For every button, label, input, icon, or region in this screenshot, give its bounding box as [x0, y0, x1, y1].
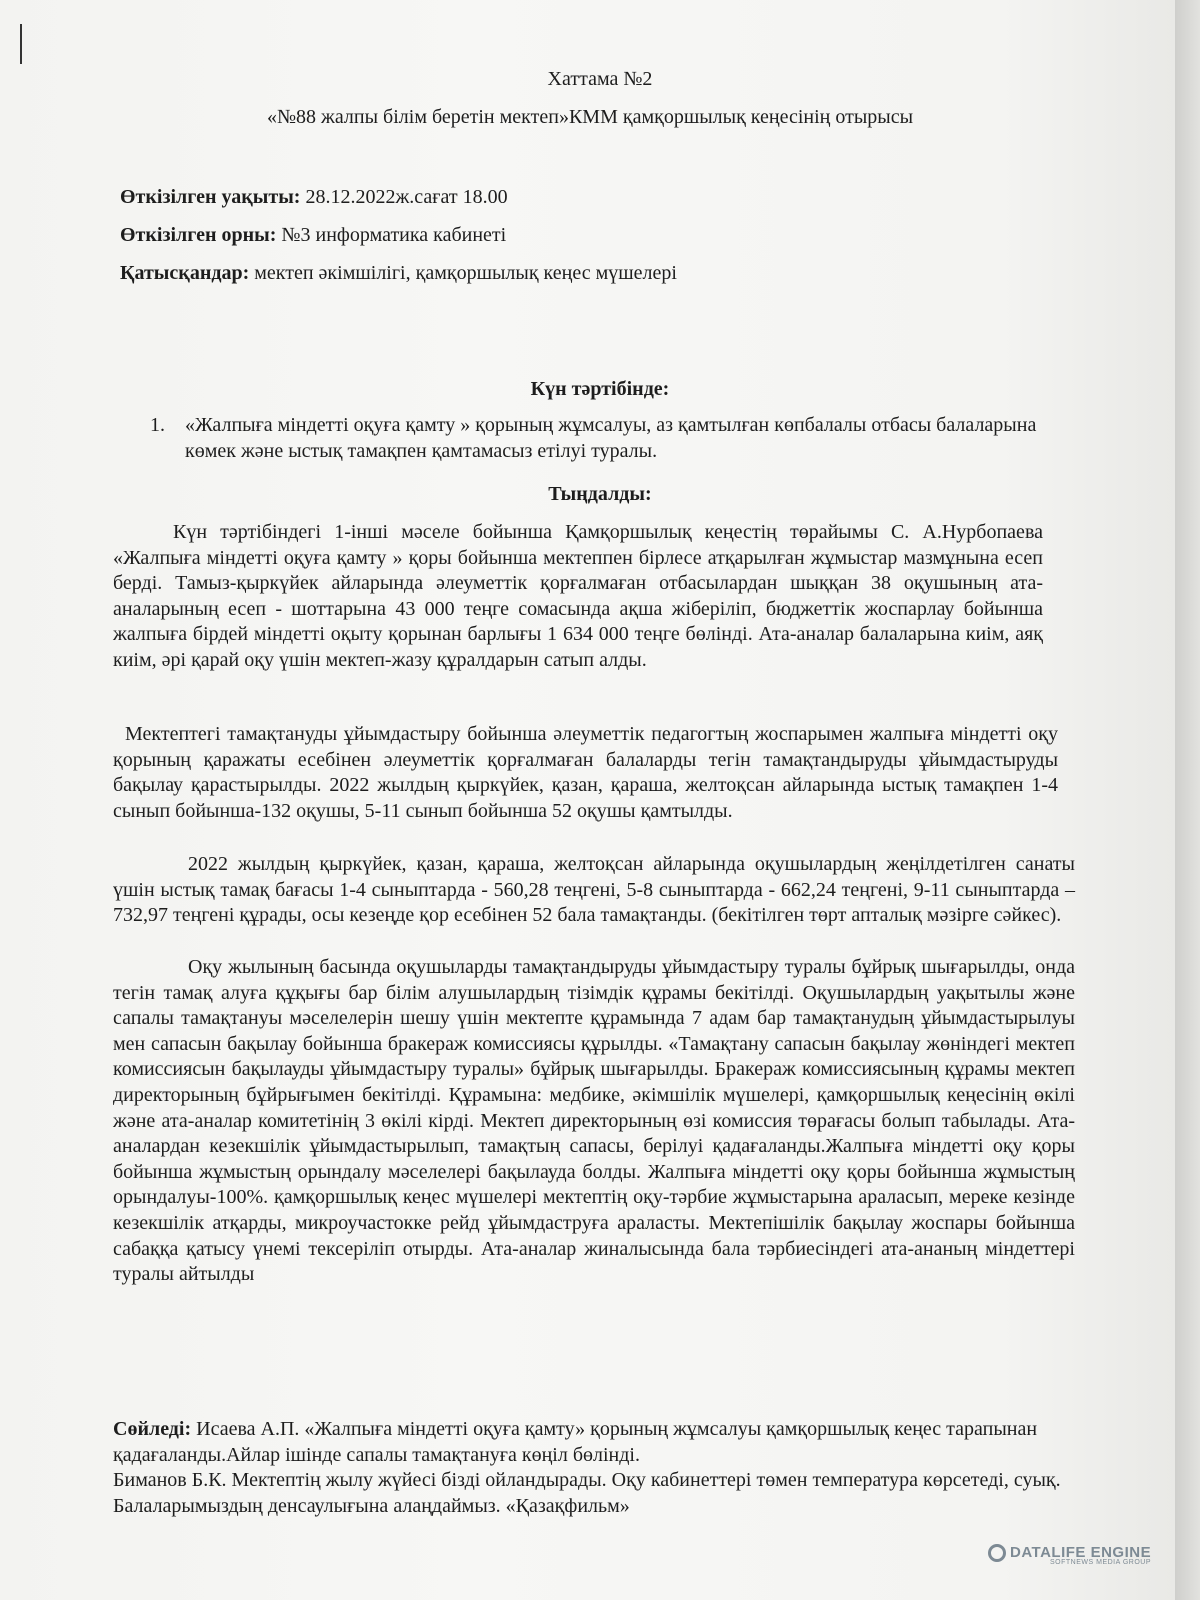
speaker-second: Биманов Б.К. Мектептің жылу жүйесі бізді ойландырады. Оқу кабинеттері төмен температура көрсетеді, суық. Балаларымыздың денсаулығына алаңдаймыз. «Қазақфильм»: [113, 1469, 1061, 1517]
document-subtitle: «№88 жалпы білім беретін мектеп»КММ қамқоршылық кеңесінің отырысы: [266, 106, 914, 128]
agenda-item-number: 1.: [150, 414, 165, 436]
paragraph-4: Оқу жылының басында оқушыларды тамақтандыруды ұйымдастыру туралы бұйрық шығарылды, онда тегін тамақ алуға құқығы бар білім алушылардың тізімдік құрамы бекітілді. Оқушылардың уақытылы және сапалы тамақтануы мәселелерін шешу үшін мектепте құрамында 7 адам бар тамақтанудың ұйымдастырылуы мен сапасын бақылау бойынша бракераж комиссиясы құрылды. «Тамақтану сапасын бақылау жөніндегі мектеп комиссиясын бақылауды ұйымдастыру туралы» бұйрық шығарылды. Бракераж комиссиясының құрамы мектеп директорының бұйрығымен бекітілді. Құрамына: медбике, әкімшілік мүшелері, қамқоршылық кеңесінің өкілі және ата-аналар комитетінің 3 өкілі кірді. Мектеп директорының өзі комиссия төрағасы болып табылады. Ата-аналардан кезекшілік ұйымдастырылып, тамақтың сапасы, берілуі қадағаланды.Жалпыға міндетті оқу қоры бойынша жұмыстың орындалу мәселелері бақылауда болды. Жалпыға міндетті оқу қоры бойынша жұмыстың орындалуы-100%. қамқоршылық кеңес мүшелері мектептің оқу-тәрбие жұмыстарына араласып, мереке кезінде кезекшілік атқарды, микроучастокке рейд ұйымдаструға араласты. Мектепішілік бақылау жоспары бойынша сабаққа қатысу үнемі тексеріліп отырды. Ата-аналар жиналысында бала тәрбиесіндегі ата-ананың міндеттері туралы айтылды: [113, 956, 1075, 1286]
paragraph-3: 2022 жылдың қыркүйек, қазан, қараша, желтоқсан айларында оқушылардың жеңілдетілген санаты үшін ыстық тамақ бағасы 1-4 сыныптарда - 560,28 теңгені, 5-8 сыныптарда - 662,24 теңгені, 9-11 сыныптарда – 732,97 теңгені құрады, осы кезеңде қор есебінен 52 бала тамақтанды. (бекітілген төрт апталық мәзірге сәйкес).: [113, 853, 1075, 927]
meta-participants-label: Қатысқандар:: [120, 262, 250, 284]
meta-time: [120, 186, 508, 209]
margin-mark: [20, 24, 22, 64]
meta-place-label: Өткізілген орны:: [120, 224, 277, 246]
speaker-first: [113, 1417, 1078, 1468]
meta-time-label: Өткізілген уақыты:: [120, 186, 301, 208]
watermark-logo-icon: [988, 1544, 1006, 1562]
paragraph-1: Күн тәртібіндегі 1-інші мәселе бойынша Қамқоршылық кеңестің төрайымы С. А.Нурбопаева «Жалпыға міндетті оқуға қамту » қоры бойынша мектеппен бірлесе атқарылған жұмыстар мазмұнына есеп берді. Тамыз-қыркүйек айларында әлеуметтік қорғалмаған отбасылардан шыққан 38 оқушының ата-аналарының есеп - шоттарына 43 000 теңге сомасында ақша жіберіліп, бюджеттік жоспарлау бойынша жалпыға бірдей міндетті оқыту қорынан барлығы 1 634 000 теңге бөлінді. Ата-аналар балаларына киім, аяқ киім, әрі қарай оқу үшін мектеп-жазу құралдарын сатып алды.: [113, 521, 1043, 671]
agenda-item-text: «Жалпыға міндетті оқуға қамту » қорының жұмсалуы, аз қамтылған көпбалалы отбасы балаларына көмек және ыстық тамақпен қамтамасыз етілуі туралы.: [185, 414, 1037, 462]
meta-time-value: 28.12.2022ж.сағат 18.00: [300, 186, 508, 208]
meta-place-value: №3 информатика кабинеті: [276, 224, 507, 246]
meta-participants-value: мектеп әкімшілігі, қамқоршылық кеңес мүшелері: [249, 262, 677, 284]
watermark-sub: SOFTNEWS MEDIA GROUP: [1050, 1559, 1152, 1566]
speakers-section: [113, 1417, 1078, 1519]
meta-place: [120, 224, 506, 247]
watermark: [1010, 1544, 1151, 1566]
meta-participants: [120, 262, 677, 285]
document-title: Хаттама №2: [547, 68, 653, 90]
paragraph-2: Мектептегі тамақтануды ұйымдастыру бойынша әлеуметтік педагогтың жоспарымен жалпыға міндетті оқу қорының қаражаты есебінен әлеуметтік қорғалмаған балаларды тегін тамақтандыруды ұйымдастыруды бақылау қарастырылды. 2022 жылдың қыркүйек, қазан, қараша, желтоқсан айларында ыстық тамақпен 1-4 сынып бойынша-132 оқушы, 5-11 сынып бойынша 52 оқушы қамтылды.: [113, 723, 1058, 822]
speaker-first-text: Исаева А.П. «Жалпыға міндетті оқуға қамту» қорының жұмсалуы қамқоршылық кеңес тарапынан қадағаланды.Айлар ішінде сапалы тамақтануға көңіл бөлінді.: [113, 1418, 1038, 1466]
listened-heading: Тыңдалды:: [548, 483, 652, 505]
page-edge: [1175, 0, 1200, 1600]
speakers-label: Сөйледі:: [113, 1418, 192, 1440]
agenda-heading: Күн тәртібінде:: [530, 378, 670, 400]
watermark-brand: DATALIFE ENGINE: [1010, 1544, 1152, 1561]
